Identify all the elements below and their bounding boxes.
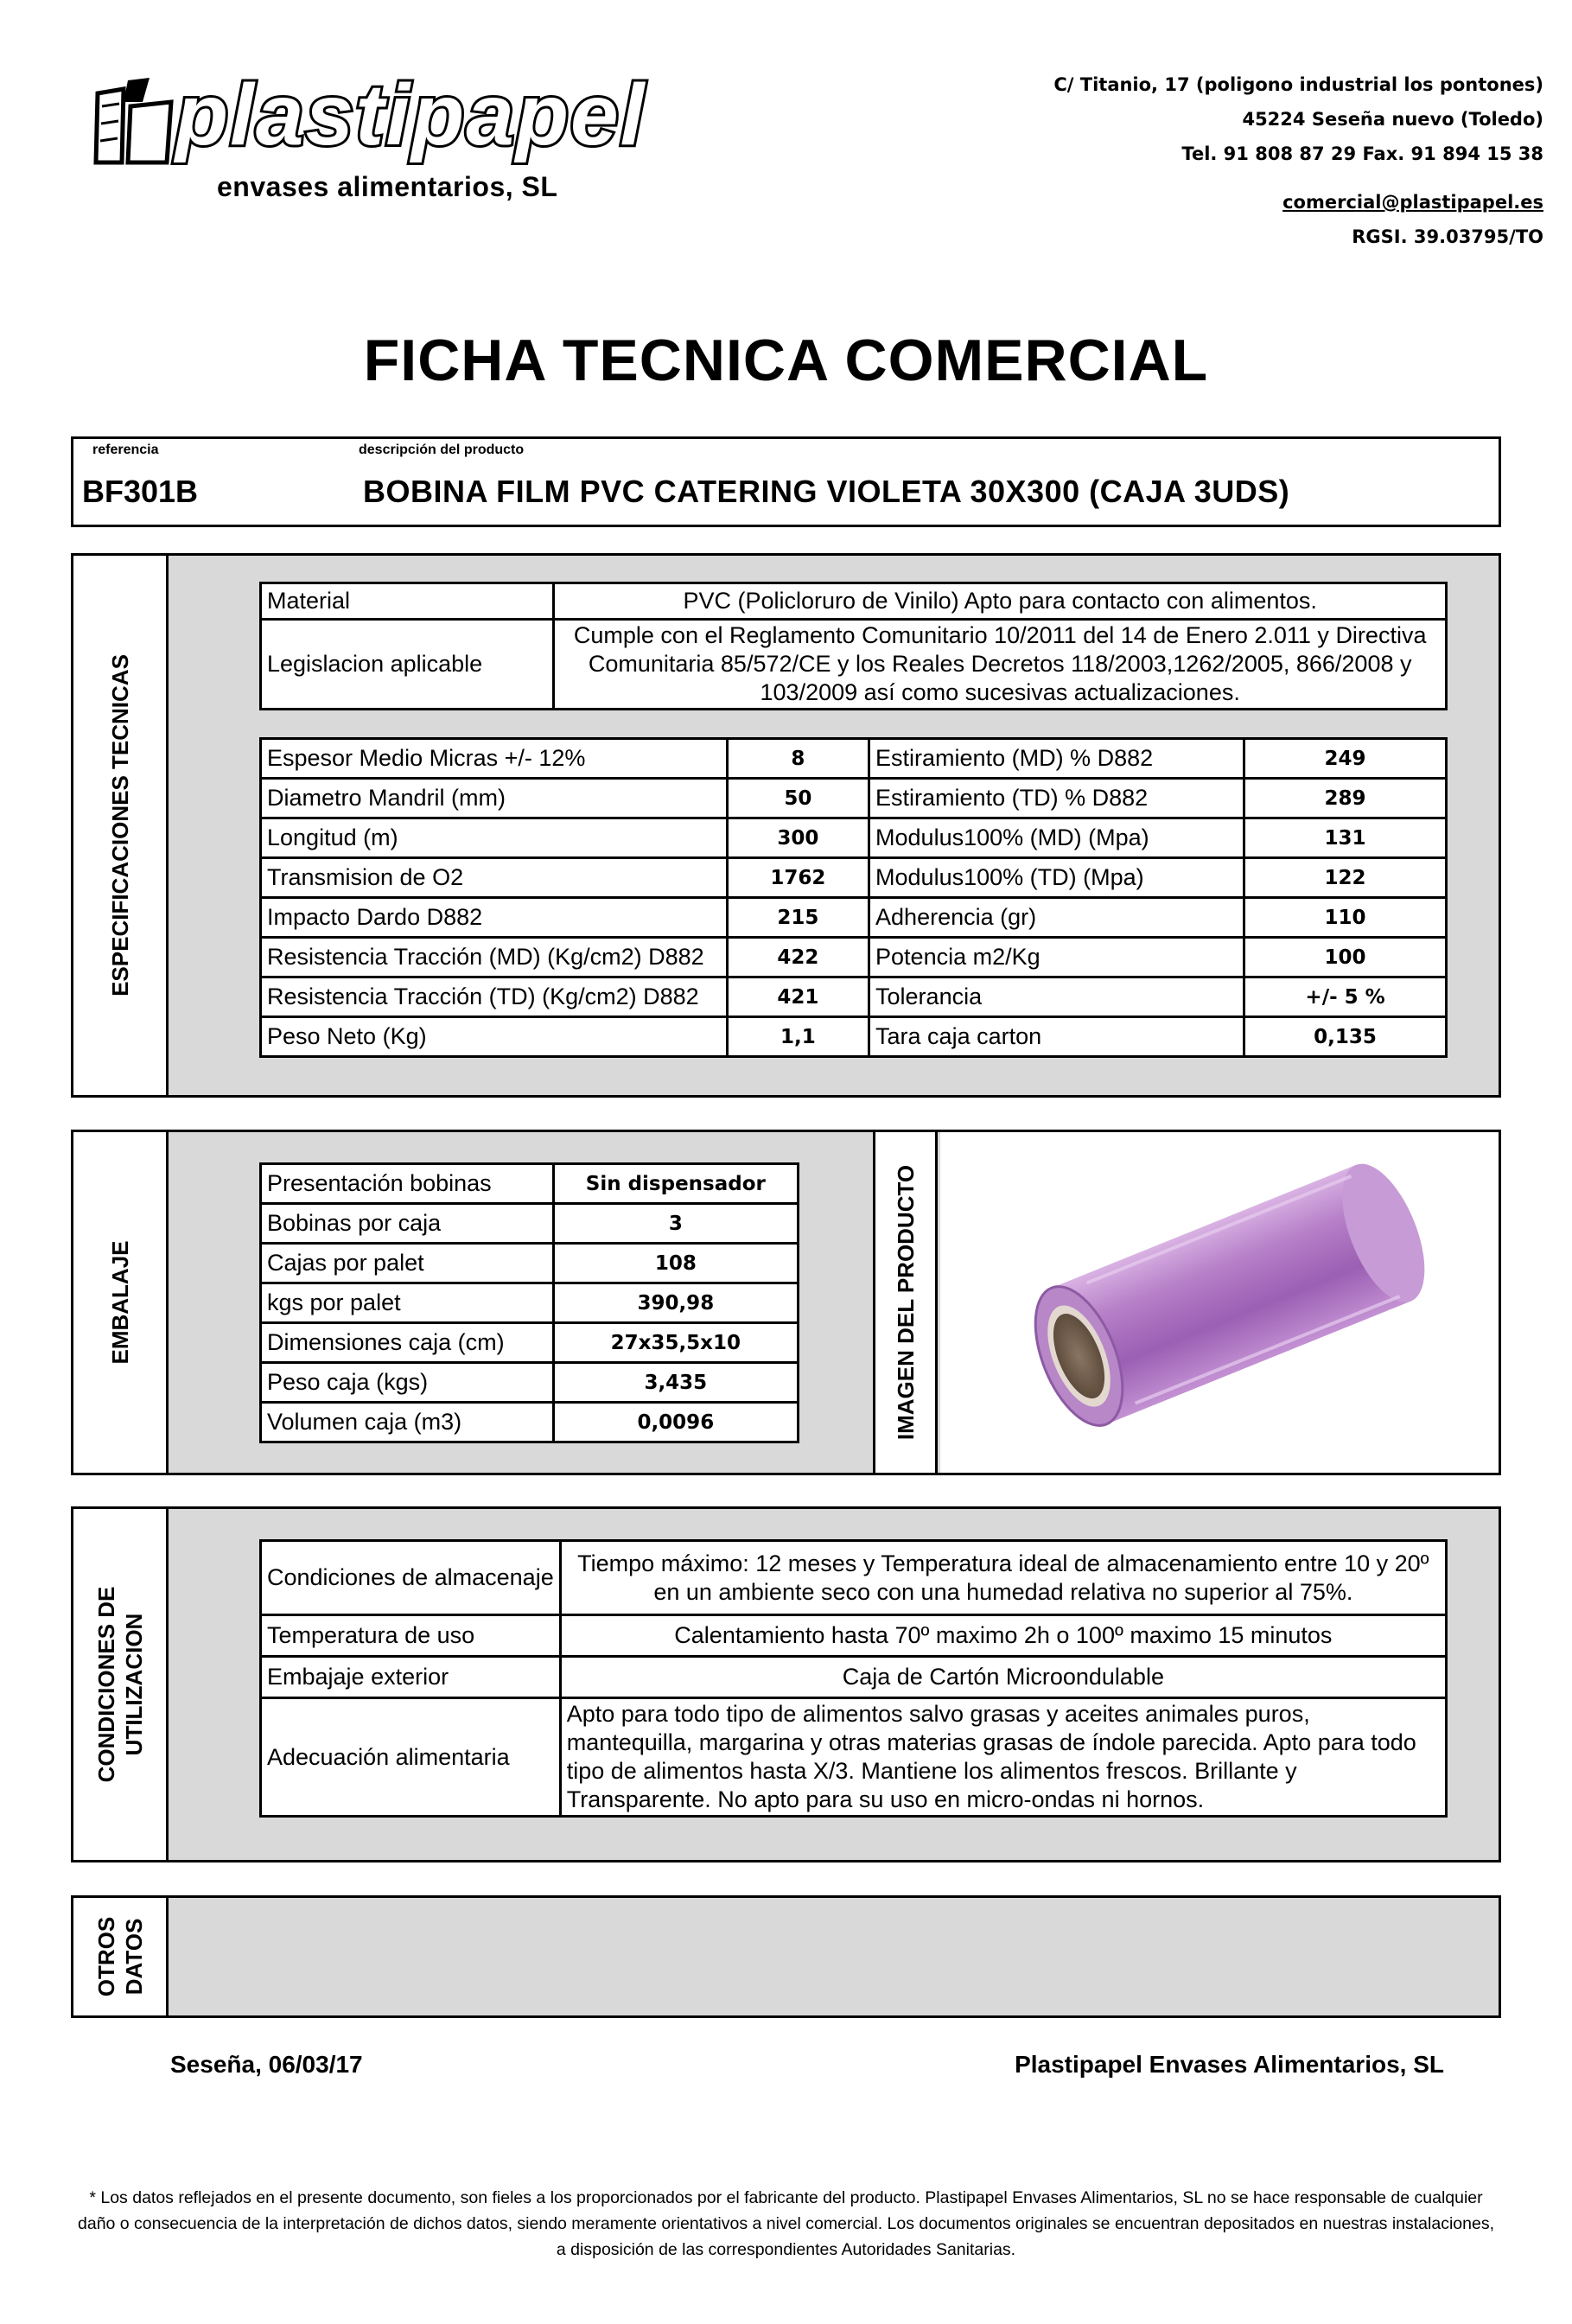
spec-label: Peso Neto (Kg) bbox=[261, 1017, 728, 1057]
specs-section bbox=[71, 553, 1501, 1098]
legislation-label: Legislacion aplicable bbox=[261, 620, 554, 710]
spec-value: 100 bbox=[1244, 938, 1447, 977]
description-label: descripción del producto bbox=[359, 443, 525, 457]
packaging-value: 390,98 bbox=[553, 1283, 798, 1323]
usage-value: Calentamiento hasta 70º maximo 2h o 100º maximo 15 minutos bbox=[560, 1615, 1446, 1657]
other-side bbox=[73, 1898, 169, 2015]
other-label-line-1: OTROS bbox=[92, 1916, 119, 1997]
reference-box bbox=[71, 436, 1501, 527]
spec-label: Tara caja carton bbox=[869, 1017, 1244, 1057]
product-image-area bbox=[940, 1132, 1499, 1473]
table-row bbox=[261, 1204, 799, 1244]
spec-value: 1,1 bbox=[727, 1017, 869, 1057]
usage-label: Embajaje exterior bbox=[261, 1657, 561, 1698]
table-row bbox=[261, 1164, 799, 1204]
spec-label: Transmision de O2 bbox=[261, 858, 728, 898]
usage-label-line-2: UTILIZACION bbox=[120, 1613, 147, 1756]
product-image bbox=[940, 1132, 1501, 1473]
spec-label: Resistencia Tracción (TD) (Kg/cm2) D882 bbox=[261, 977, 728, 1017]
usage-label: Temperatura de uso bbox=[261, 1615, 561, 1657]
table-row bbox=[261, 1363, 799, 1403]
table-row bbox=[261, 1323, 799, 1363]
logo-mark-icon bbox=[89, 76, 175, 171]
usage-section-label bbox=[92, 1587, 148, 1783]
table-row bbox=[261, 1283, 799, 1323]
company-logo bbox=[89, 67, 646, 223]
image-section-label: IMAGEN DEL PRODUCTO bbox=[892, 1164, 919, 1441]
usage-side bbox=[73, 1509, 169, 1860]
specs-section-label: ESPECIFICACIONES TECNICAS bbox=[106, 654, 133, 996]
table-row bbox=[261, 977, 1447, 1017]
spec-value: 422 bbox=[727, 938, 869, 977]
packaging-label: Bobinas por caja bbox=[261, 1204, 554, 1244]
spec-label: Adherencia (gr) bbox=[869, 898, 1244, 938]
specs-table bbox=[259, 737, 1448, 1058]
table-row bbox=[261, 1698, 1447, 1817]
spec-label: Modulus100% (TD) (Mpa) bbox=[869, 858, 1244, 898]
packaging-value: 3 bbox=[553, 1204, 798, 1244]
packaging-side bbox=[73, 1132, 169, 1473]
spec-value: 131 bbox=[1244, 818, 1447, 858]
signature: Plastipapel Envases Alimentarios, SL bbox=[1015, 2051, 1444, 2078]
table-row bbox=[261, 1657, 1447, 1698]
usage-label-line-1: CONDICIONES DE bbox=[92, 1586, 119, 1783]
specs-side bbox=[73, 556, 169, 1095]
table-row bbox=[261, 1244, 799, 1283]
table-row bbox=[261, 779, 1447, 818]
address-line-2: 45224 Seseña nuevo (Toledo) bbox=[1242, 109, 1543, 130]
packaging-table bbox=[259, 1162, 799, 1443]
spec-label: Potencia m2/Kg bbox=[869, 938, 1244, 977]
packaging-label: Cajas por palet bbox=[261, 1244, 554, 1283]
spec-label: Impacto Dardo D882 bbox=[261, 898, 728, 938]
company-address bbox=[1053, 67, 1543, 254]
packaging-table-body bbox=[261, 1164, 799, 1442]
document-title: FICHA TECNICA COMERCIAL bbox=[363, 328, 1209, 393]
spec-label: Longitud (m) bbox=[261, 818, 728, 858]
packaging-value: 27x35,5x10 bbox=[553, 1323, 798, 1363]
packaging-value: 3,435 bbox=[553, 1363, 798, 1403]
table-row bbox=[261, 1541, 1447, 1615]
spec-value: 50 bbox=[727, 779, 869, 818]
packaging-label: Peso caja (kgs) bbox=[261, 1363, 554, 1403]
table-row bbox=[261, 1615, 1447, 1657]
packaging-value: 108 bbox=[553, 1244, 798, 1283]
rgsi-number: RGSI. 39.03795/TO bbox=[1352, 226, 1543, 247]
packaging-label: kgs por palet bbox=[261, 1283, 554, 1323]
company-email[interactable]: comercial@plastipapel.es bbox=[1282, 192, 1543, 213]
usage-table bbox=[259, 1539, 1448, 1818]
usage-value: Caja de Cartón Microondulable bbox=[560, 1657, 1446, 1698]
spec-value: 122 bbox=[1244, 858, 1447, 898]
packaging-label: Presentación bobinas bbox=[261, 1164, 554, 1204]
spec-value: 421 bbox=[727, 977, 869, 1017]
usage-value: Apto para todo tipo de alimentos salvo grasas y aceites animales puros, mantequilla, margarina y otras materias grasas de índole parecida. Apto para todo tipo de alimentos hasta X/3. Mantiene los alimentos frescos. Brillante y Transparente. No apto para su uso en micro-ondas ni hornos. bbox=[560, 1698, 1446, 1817]
spec-label: Espesor Medio Micras +/- 12% bbox=[261, 739, 728, 779]
usage-table-body bbox=[261, 1541, 1447, 1817]
spec-value: 0,135 bbox=[1244, 1017, 1447, 1057]
packaging-section-label: EMBALAJE bbox=[106, 1240, 133, 1365]
spec-value: 289 bbox=[1244, 779, 1447, 818]
table-row bbox=[261, 858, 1447, 898]
packaging-section bbox=[71, 1130, 1501, 1475]
table-row bbox=[261, 898, 1447, 938]
table-row bbox=[261, 818, 1447, 858]
spec-label: Modulus100% (MD) (Mpa) bbox=[869, 818, 1244, 858]
material-value: PVC (Policloruro de Vinilo) Apto para contacto con alimentos. bbox=[554, 583, 1447, 620]
company-name: plastipapel bbox=[175, 67, 646, 163]
spec-value: 249 bbox=[1244, 739, 1447, 779]
spec-label: Tolerancia bbox=[869, 977, 1244, 1017]
packaging-value: 0,0096 bbox=[553, 1403, 798, 1442]
specs-table-body bbox=[261, 739, 1447, 1057]
table-row bbox=[261, 938, 1447, 977]
packaging-label: Volumen caja (m3) bbox=[261, 1403, 554, 1442]
table-row bbox=[261, 1017, 1447, 1057]
address-line-1: C/ Titanio, 17 (poligono industrial los pontones) bbox=[1053, 74, 1543, 95]
spec-label: Estiramiento (TD) % D882 bbox=[869, 779, 1244, 818]
place-date: Seseña, 06/03/17 bbox=[170, 2051, 363, 2078]
image-side bbox=[873, 1132, 938, 1473]
material-table bbox=[259, 582, 1448, 710]
usage-label: Condiciones de almacenaje bbox=[261, 1541, 561, 1615]
usage-label: Adecuación alimentaria bbox=[261, 1698, 561, 1817]
spec-value: 110 bbox=[1244, 898, 1447, 938]
spec-label: Estiramiento (MD) % D882 bbox=[869, 739, 1244, 779]
spec-value: 215 bbox=[727, 898, 869, 938]
legislation-value: Cumple con el Reglamento Comunitario 10/2011 del 14 de Enero 2.011 y Directiva Comunitaria 85/572/CE y los Reales Decretos 118/2003,1262/2005, 866/2008 y 103/2009 así como sucesivas actualizaciones. bbox=[554, 620, 1447, 710]
spec-value: 1762 bbox=[727, 858, 869, 898]
other-section-label bbox=[92, 1917, 148, 1996]
table-row bbox=[261, 1403, 799, 1442]
other-section bbox=[71, 1895, 1501, 2018]
product-description: BOBINA FILM PVC CATERING VIOLETA 30X300 (CAJA 3UDS) bbox=[363, 474, 1290, 509]
spec-label: Diametro Mandril (mm) bbox=[261, 779, 728, 818]
phone-fax: Tel. 91 808 87 29 Fax. 91 894 15 38 bbox=[1181, 143, 1543, 164]
spec-value: +/- 5 % bbox=[1244, 977, 1447, 1017]
usage-value: Tiempo máximo: 12 meses y Temperatura ideal de almacenamiento entre 10 y 20º en un ambiente seco con una humedad relativa no superior al 75%. bbox=[560, 1541, 1446, 1615]
material-label: Material bbox=[261, 583, 554, 620]
usage-section bbox=[71, 1506, 1501, 1862]
packaging-value: Sin dispensador bbox=[553, 1164, 798, 1204]
spec-label: Resistencia Tracción (MD) (Kg/cm2) D882 bbox=[261, 938, 728, 977]
packaging-label: Dimensiones caja (cm) bbox=[261, 1323, 554, 1363]
other-label-line-2: DATOS bbox=[120, 1918, 147, 1996]
reference-label: referencia bbox=[92, 443, 159, 457]
table-row bbox=[261, 739, 1447, 779]
product-code: BF301B bbox=[82, 474, 199, 509]
company-tagline: envases alimentarios, SL bbox=[217, 171, 558, 202]
spec-value: 300 bbox=[727, 818, 869, 858]
disclaimer: * Los datos reflejados en el presente documento, son fieles a los proporcionados por el fabricante del producto. Plastipapel Envases Alimentarios, SL no se hace responsable de cualquier daño o consecuencia de la interpretación de dichos datos, siendo meramente orientativos a nivel comercial. Los documentos originales se encuentran depositados en nuestras instalaciones, a disposición de las correspondientes Autoridades Sanitarias. bbox=[78, 2188, 1494, 2259]
spec-value: 8 bbox=[727, 739, 869, 779]
